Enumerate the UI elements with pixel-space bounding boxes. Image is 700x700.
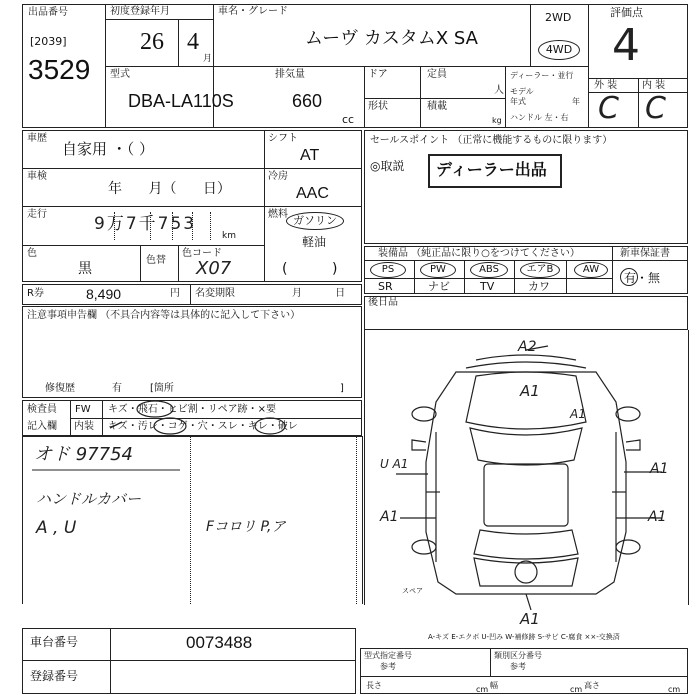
registration-label: 初度登録年月 <box>110 6 170 17</box>
model-value: DBA-LA110S <box>128 91 234 111</box>
registration-year: 26 <box>140 29 164 55</box>
load-label: 積載 <box>427 101 447 112</box>
remarks-underline <box>30 466 230 476</box>
diag-mark-a1-left: A1 <box>380 509 399 525</box>
equip-airbag: エアB <box>520 262 560 278</box>
diag-mark-a1-right1: A1 <box>650 461 669 477</box>
class-no-label1: 類別区分番号 <box>494 651 542 660</box>
vehicle-name: ムーヴ カスタムX SA <box>305 28 478 49</box>
inspector-label1: 検査員 <box>27 404 57 415</box>
valid-label: 名変期限 <box>195 288 235 299</box>
diag-mark-ua1: U A1 <box>380 457 409 471</box>
inspector-label2: 記入欄 <box>27 421 57 432</box>
aircon-label: 冷房 <box>268 171 288 182</box>
inspector-int-label: 内装 <box>74 421 94 432</box>
sales-point-label: セールスポイント （正常に機能するものに限ります） <box>370 135 613 146</box>
equip-pw: PW <box>420 262 456 278</box>
repair-label: 修復歴 <box>45 383 75 394</box>
repair-place-label: 箇所 <box>153 383 174 394</box>
registration-month-unit: 月 <box>203 54 213 64</box>
diag-mark-a1-right2: A1 <box>648 509 667 525</box>
reg-no-label: 登録番号 <box>30 669 79 683</box>
type-cert-label1: 型式指定番号 <box>364 651 412 660</box>
equip-aw: AW <box>574 262 608 278</box>
recycle-value: 8,490 <box>86 286 122 302</box>
diag-mark-a1-rear: A1 <box>520 610 540 628</box>
rear-frame <box>364 296 688 330</box>
dim-height-unit: cm <box>668 685 681 694</box>
mileage-unit: km <box>222 231 236 241</box>
equip-sr: SR <box>378 280 393 293</box>
aircon-value: AAC <box>296 185 329 202</box>
equipment-label: 装備品 （純正品に限り○をつけてください） <box>378 248 580 259</box>
equip-abs: ABS <box>470 262 508 278</box>
equip-tv: TV <box>480 280 495 293</box>
dim-width-unit: cm <box>570 685 583 694</box>
inspection-value: 年 月（ 日） <box>108 181 231 197</box>
interior-label: 内 装 <box>642 80 666 91</box>
chassis-label: 車台番号 <box>30 635 79 649</box>
legend: A-キズ E-エクボ U-凹み W-補修跡 S-サビ C-腐食 ××-交換済 <box>428 633 620 641</box>
sales-point-manual: ◎取説 <box>370 159 405 173</box>
exterior-value: C <box>598 91 619 126</box>
lot-label: 出品番号 <box>28 7 68 18</box>
score-value: 4 <box>612 20 640 71</box>
dealer-stamp: ディーラー出品 <box>436 160 547 179</box>
fuel-gasoline: ガソリン <box>286 212 344 230</box>
registration-month: 4 <box>187 29 199 55</box>
model-year-label2: 年式 <box>510 97 526 106</box>
diag-mark-a1-hood: A1 <box>570 407 586 421</box>
mileage-value: 9万7千753 <box>94 214 197 234</box>
model-year-unit: 年 <box>572 97 580 106</box>
warranty-value: 有・無 <box>624 271 661 285</box>
lot-code: [2039] <box>30 35 67 48</box>
repair-bracket-close: ] <box>340 383 344 394</box>
remark-handle-cover: ハンドルカバー <box>36 490 142 508</box>
displacement-unit: cc <box>342 113 355 126</box>
remark-odometer: オド 97754 <box>34 444 133 465</box>
color-value: 黒 <box>78 261 92 277</box>
fuel-diesel: 軽油 <box>302 235 327 249</box>
car-diagram <box>366 332 686 612</box>
fuel-label: 燃料 <box>268 209 288 220</box>
remark-f-corner: Fコロリ P,ア <box>206 519 286 535</box>
dim-height: 高さ <box>584 681 600 690</box>
color-change-label: 色替 <box>146 255 166 266</box>
lot-number: 3529 <box>28 54 91 85</box>
shift-label: シフト <box>268 133 298 144</box>
equip-ps: PS <box>370 262 406 278</box>
diag-mark-a2: A2 <box>518 339 537 355</box>
diag-mark-a1-front: A1 <box>520 382 540 400</box>
exterior-label: 外 装 <box>594 80 618 91</box>
dim-width: 幅 <box>490 681 498 690</box>
vehicle-label: 車名・グレード <box>218 6 288 17</box>
displacement-label: 排気量 <box>275 69 305 80</box>
drive-4wd: 4WD <box>538 40 580 60</box>
notes-label: 注意事項申告欄 （不具合内容等は具体的に記入して下さい） <box>27 310 301 321</box>
history-label: 車歴 <box>27 133 47 144</box>
mileage-label: 走行 <box>27 209 47 220</box>
repair-value: 有 <box>112 383 122 394</box>
recycle-label: R券 <box>27 288 44 299</box>
type-cert-label2: 参考 <box>380 662 396 671</box>
color-code-parens: ( ) <box>282 261 338 277</box>
score-label: 評価点 <box>610 6 643 19</box>
dim-length-unit: cm <box>476 685 489 694</box>
load-unit: kg <box>492 116 502 125</box>
capacity-unit: 人 <box>494 85 504 96</box>
diag-spare: スペア <box>402 587 423 595</box>
inspector-ext-items: キズ・飛石・ヒビ割・リペア跡・×要 <box>108 404 276 415</box>
equip-leather: カワ <box>528 280 550 293</box>
class-no-label2: 参考 <box>510 662 526 671</box>
inspector-int-items: キズ・汚レ・コゲ・穴・スレ・キレ・破レ <box>108 421 298 432</box>
chassis-value: 0073488 <box>186 633 253 652</box>
door-label: ドア <box>368 69 388 80</box>
remark-au: A , U <box>36 518 77 538</box>
handle-label: ハンドル 左・右 <box>510 113 569 122</box>
shape-label: 形状 <box>368 101 388 112</box>
dealer-label: ディーラー・並行 <box>510 71 574 80</box>
interior-value: C <box>645 91 666 126</box>
color-label: 色 <box>27 248 37 259</box>
color-code: X07 <box>196 258 232 279</box>
capacity-label: 定員 <box>427 69 447 80</box>
model-label: 型式 <box>110 69 130 80</box>
color-code-label: 色コード <box>182 248 222 259</box>
valid-value: 月 日 <box>292 288 346 299</box>
rear-seat-label: 後日品 <box>368 297 398 308</box>
inspector-ext-label: FW <box>75 404 91 415</box>
shift-value: AT <box>300 147 320 164</box>
warranty-circle <box>620 268 638 286</box>
repair-place: [箇所 <box>150 383 174 394</box>
model-year-label1: モデル <box>510 87 534 96</box>
equip-navi: ナビ <box>428 280 450 293</box>
history-value: 自家用 ・（ ） <box>62 140 155 158</box>
displacement-value: 660 <box>292 91 323 111</box>
drive-2wd: 2WD <box>545 11 572 24</box>
dim-length: 長さ <box>366 681 382 690</box>
warranty-label: 新車保証書 <box>620 248 670 259</box>
recycle-unit: 円 <box>170 288 180 299</box>
inspection-label: 車検 <box>27 171 47 182</box>
